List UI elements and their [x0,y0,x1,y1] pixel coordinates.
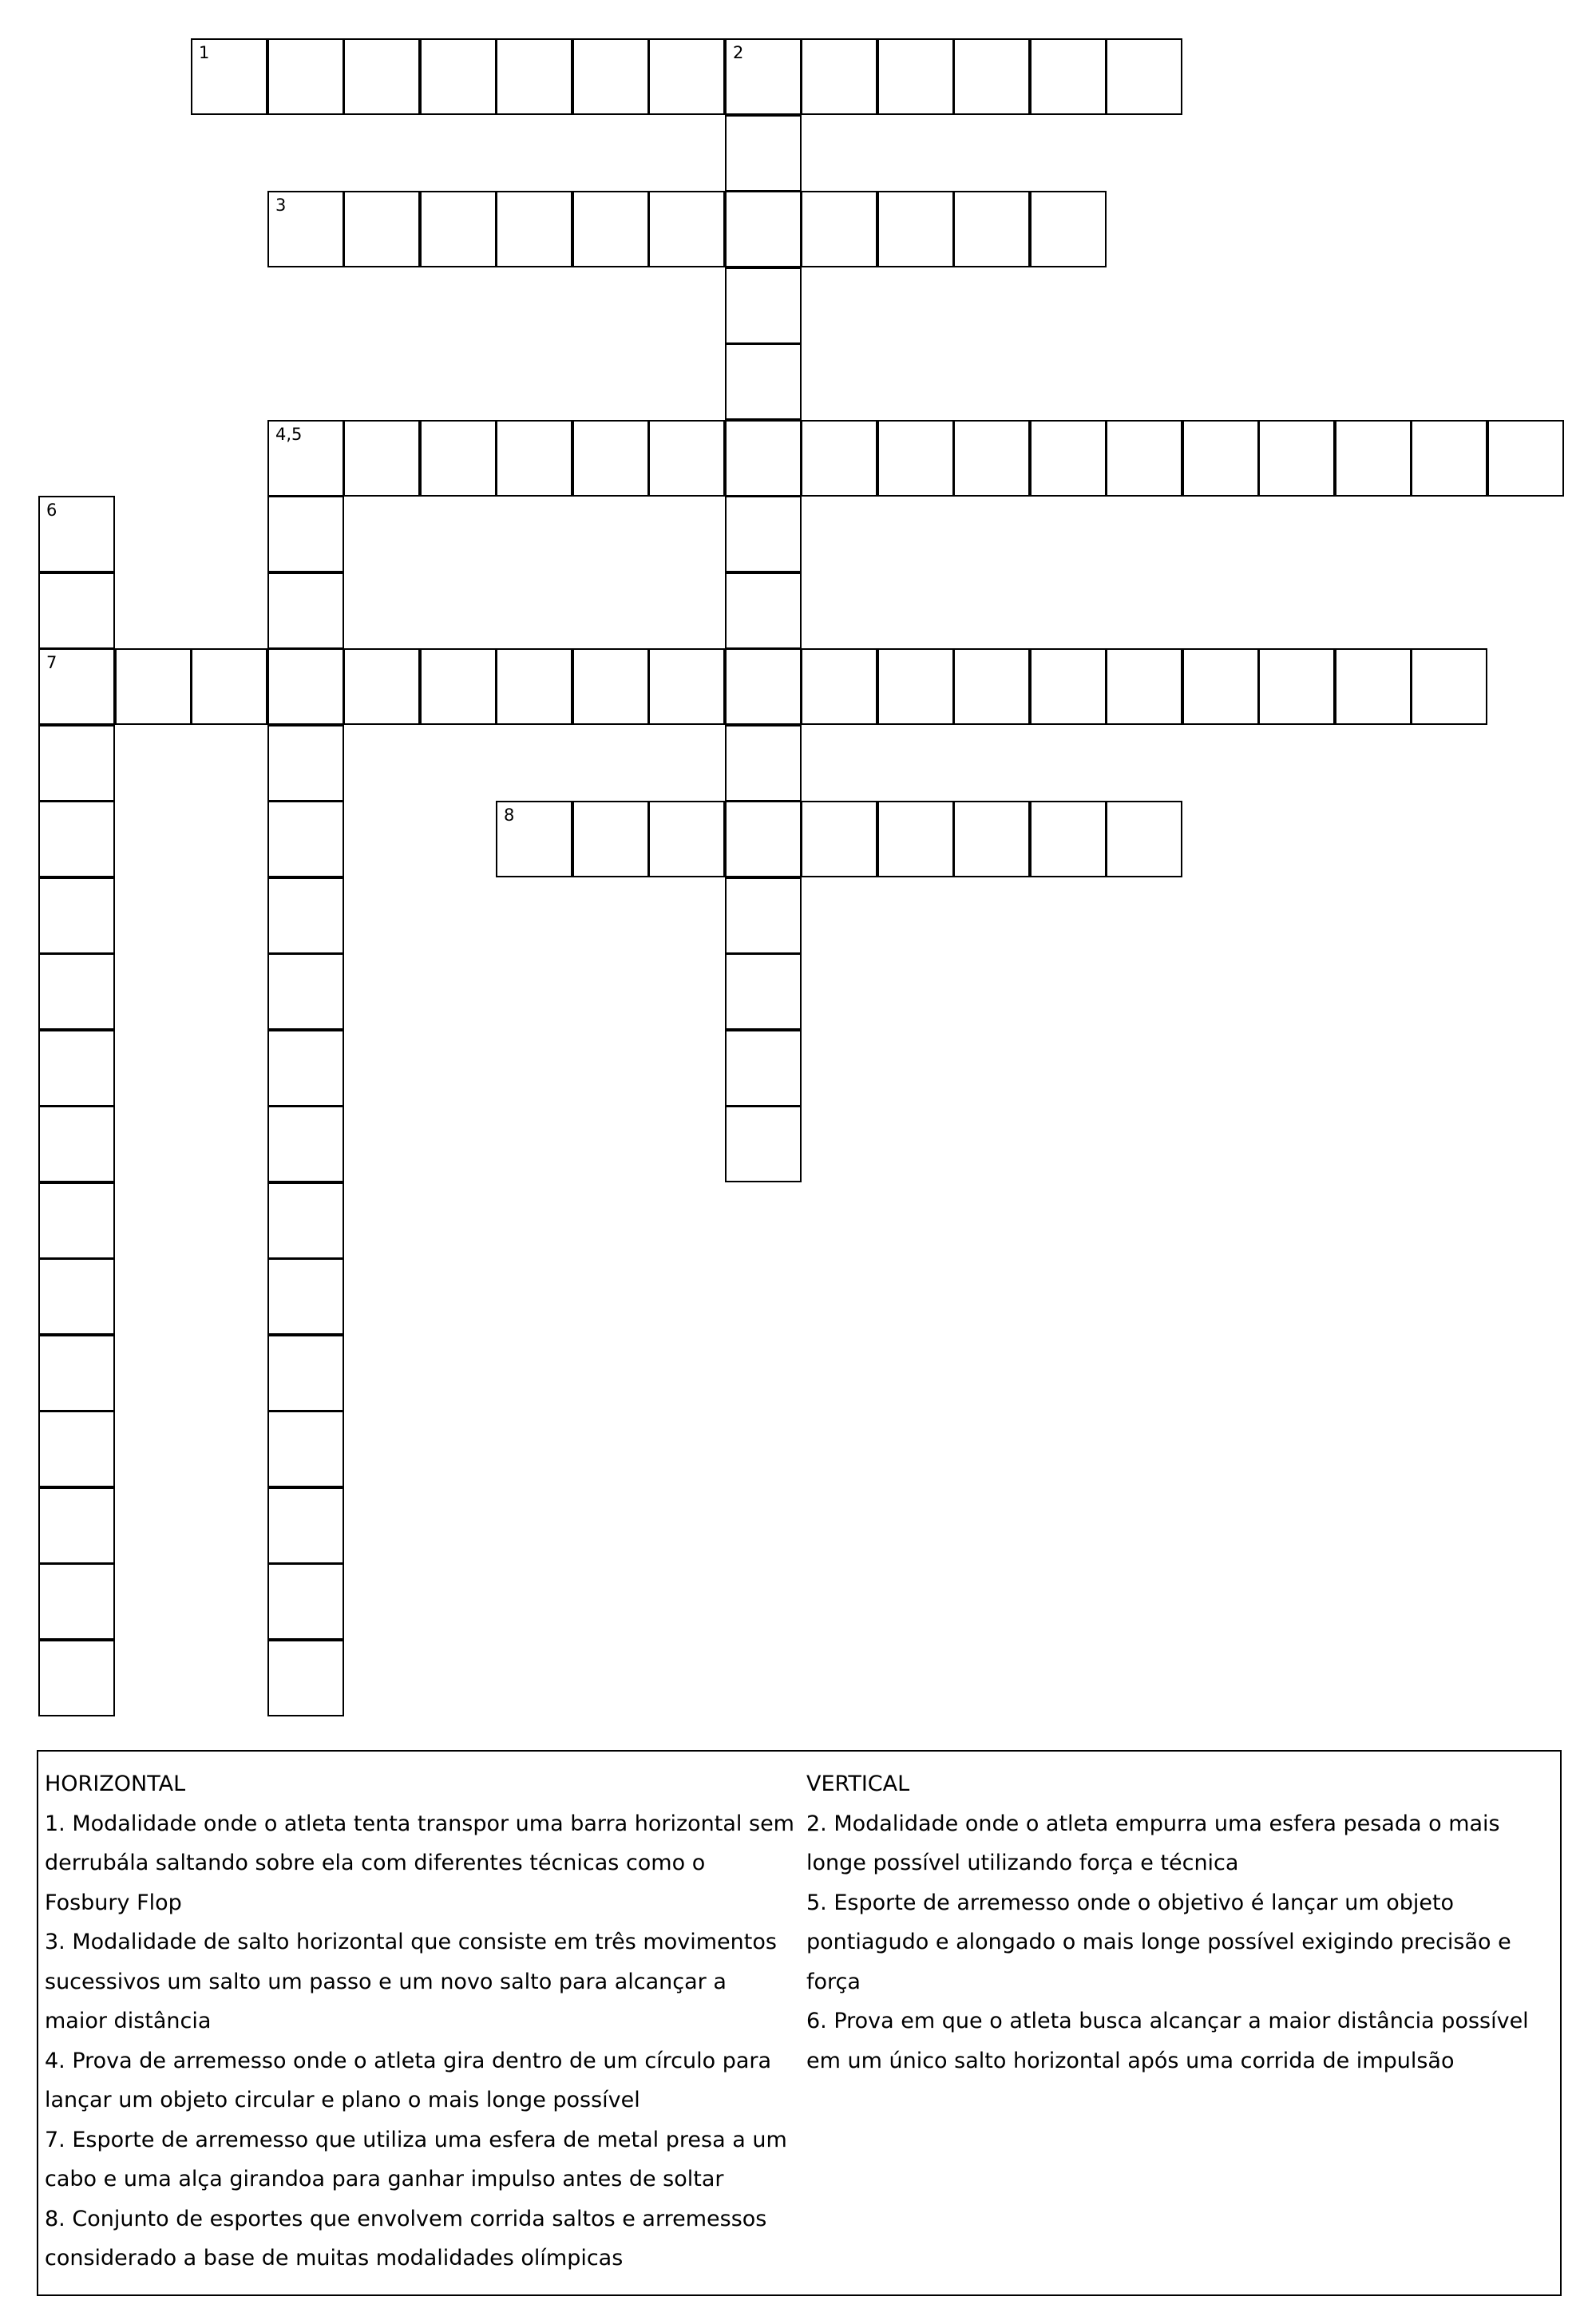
crossword-cell[interactable] [1030,191,1107,267]
crossword-cell[interactable] [38,1563,115,1640]
crossword-cell[interactable] [1106,801,1182,877]
crossword-cell[interactable] [725,343,802,420]
crossword-cell[interactable] [343,420,420,497]
crossword-cell[interactable] [267,1106,344,1182]
crossword-cell[interactable] [38,572,115,649]
crossword-cell[interactable] [496,191,572,267]
crossword-cell[interactable] [572,648,649,725]
crossword-cell[interactable] [267,1030,344,1107]
crossword-cell[interactable] [38,725,115,802]
crossword-cell[interactable] [725,1030,802,1107]
crossword-cell[interactable] [725,648,802,725]
crossword-cell[interactable] [953,801,1030,877]
crossword-cell[interactable] [648,801,725,877]
crossword-cell[interactable] [343,38,420,115]
crossword-cell[interactable] [38,877,115,954]
crossword-cell[interactable] [267,1640,344,1716]
crossword-cell[interactable] [1030,38,1107,115]
crossword-cell[interactable] [1411,648,1487,725]
crossword-cell[interactable] [343,191,420,267]
crossword-cell[interactable] [38,1258,115,1335]
crossword-cell[interactable] [801,801,877,877]
crossword-cell[interactable] [1335,648,1412,725]
clue-horizontal-3: 3. Modalidade de salto horizontal que consiste em três movimentos sucessivos um salto um passo e um novo salto para alcançar a maior distância [45,1930,777,2033]
crossword-cell[interactable] [267,191,344,267]
crossword-cell[interactable] [343,648,420,725]
crossword-cell[interactable] [572,801,649,877]
clue-horizontal-7: 7. Esporte de arremesso que utiliza uma esfera de metal presa a um cabo e uma alça girandoa para ganhar impulso antes de soltar [45,2127,787,2191]
crossword-cell[interactable] [38,496,115,572]
crossword-cell[interactable] [38,1411,115,1487]
crossword-cell[interactable] [267,877,344,954]
crossword-cell[interactable] [1411,420,1487,497]
crossword-cell[interactable] [38,1335,115,1411]
crossword-cell[interactable] [191,38,267,115]
vertical-clues [806,1764,1553,2081]
crossword-cell[interactable] [38,801,115,877]
crossword-cell[interactable] [1030,648,1107,725]
crossword-cell[interactable] [38,1182,115,1259]
crossword-cell[interactable] [38,1106,115,1182]
crossword-cell[interactable] [801,191,877,267]
crossword-cell[interactable] [877,420,954,497]
clue-horizontal-8: 8. Conjunto de esportes que envolvem corrida saltos e arremessos considerado a base de muitas modalidades olímpicas [45,2206,767,2271]
horizontal-heading: HORIZONTAL [45,1772,186,1796]
crossword-cell[interactable] [1030,801,1107,877]
crossword-cell[interactable] [648,38,725,115]
crossword-cell[interactable] [1258,648,1335,725]
crossword-cell[interactable] [953,648,1030,725]
crossword-cell[interactable] [572,191,649,267]
crossword-cell[interactable] [1335,420,1412,497]
crossword-cell[interactable] [1030,420,1107,497]
clues-box [37,1750,1562,2296]
crossword-cell[interactable] [267,801,344,877]
crossword-cell[interactable] [953,191,1030,267]
crossword-cell[interactable] [496,420,572,497]
crossword-cell[interactable] [1106,420,1182,497]
crossword-cell[interactable] [267,38,344,115]
crossword-cell[interactable] [496,648,572,725]
crossword-cell[interactable] [1258,420,1335,497]
crossword-cell[interactable] [725,725,802,802]
clue-vertical-6: 6. Prova em que o atleta busca alcançar a maior distância possível em um único salto horizontal após uma corrida de impulsão [806,2009,1529,2073]
crossword-cell[interactable] [725,572,802,649]
crossword-cell[interactable] [1182,420,1259,497]
crossword-cell[interactable] [267,1258,344,1335]
crossword-cell[interactable] [877,648,954,725]
crossword-cell[interactable] [877,801,954,877]
crossword-cell[interactable] [648,648,725,725]
crossword-cell[interactable] [267,572,344,649]
crossword-cell[interactable] [267,1182,344,1259]
crossword-cell[interactable] [725,191,802,267]
clue-vertical-2: 2. Modalidade onde o atleta empurra uma esfera pesada o mais longe possível utilizando força e técnica [806,1811,1500,1875]
crossword-cell[interactable] [38,1487,115,1564]
crossword-cell[interactable] [648,191,725,267]
crossword-cell[interactable] [496,801,572,877]
crossword-cell[interactable] [648,420,725,497]
crossword-cell[interactable] [801,420,877,497]
crossword-cell[interactable] [1487,420,1564,497]
crossword-cell[interactable] [725,1106,802,1182]
crossword-cell[interactable] [572,420,649,497]
crossword-cell[interactable] [953,420,1030,497]
crossword-cell[interactable] [38,953,115,1030]
crossword-cell[interactable] [420,420,497,497]
crossword-cell[interactable] [420,648,497,725]
crossword-cell[interactable] [725,496,802,572]
crossword-cell[interactable] [420,191,497,267]
crossword-cell[interactable] [801,648,877,725]
crossword-cell[interactable] [267,1335,344,1411]
clue-vertical-5: 5. Esporte de arremesso onde o objetivo é lançar um objeto pontiagudo e alongado o mais longe possível exigindo precisão e força [806,1890,1511,1994]
crossword-cell[interactable] [496,38,572,115]
crossword-cell[interactable] [267,648,344,725]
crossword-cell[interactable] [267,1487,344,1564]
crossword-cell[interactable] [725,801,802,877]
crossword-cell[interactable] [267,1411,344,1487]
crossword-cell[interactable] [191,648,267,725]
clue-number: 3 [275,196,287,215]
crossword-cell[interactable] [38,1640,115,1716]
crossword-cell[interactable] [267,420,344,497]
crossword-cell[interactable] [801,38,877,115]
clue-horizontal-4: 4. Prova de arremesso onde o atleta gira dentro de um círculo para lançar um objeto circular e plano o mais longe possível [45,2048,772,2112]
crossword-cell[interactable] [725,953,802,1030]
crossword-cell[interactable] [267,953,344,1030]
crossword-cell[interactable] [725,38,802,115]
crossword-cell[interactable] [725,267,802,344]
crossword-cell[interactable] [1106,38,1182,115]
clue-number: 8 [504,806,515,825]
crossword-cell[interactable] [420,38,497,115]
crossword-cell[interactable] [267,1563,344,1640]
crossword-cell[interactable] [1182,648,1259,725]
crossword-cell[interactable] [1106,648,1182,725]
clue-number: 2 [733,43,744,62]
crossword-cell[interactable] [953,38,1030,115]
crossword-cell[interactable] [267,725,344,802]
crossword-cell[interactable] [38,1030,115,1107]
crossword-cell[interactable] [725,115,802,192]
vertical-heading: VERTICAL [806,1772,910,1796]
clue-number: 1 [199,43,210,62]
clue-number: 6 [46,501,57,520]
crossword-cell[interactable] [877,191,954,267]
clue-horizontal-1: 1. Modalidade onde o atleta tenta transpor uma barra horizontal sem derrubála saltando sobre ela com diferentes técnicas como o Fosbury Flop [45,1811,794,1915]
crossword-cell[interactable] [572,38,649,115]
crossword-cell[interactable] [267,496,344,572]
crossword-cell[interactable] [38,648,115,725]
crossword-cell[interactable] [725,420,802,497]
crossword-cell[interactable] [115,648,192,725]
crossword-cell[interactable] [877,38,954,115]
clue-number: 4,5 [275,425,303,444]
clue-number: 7 [46,653,57,672]
crossword-cell[interactable] [725,877,802,954]
horizontal-clues [45,1764,795,2278]
